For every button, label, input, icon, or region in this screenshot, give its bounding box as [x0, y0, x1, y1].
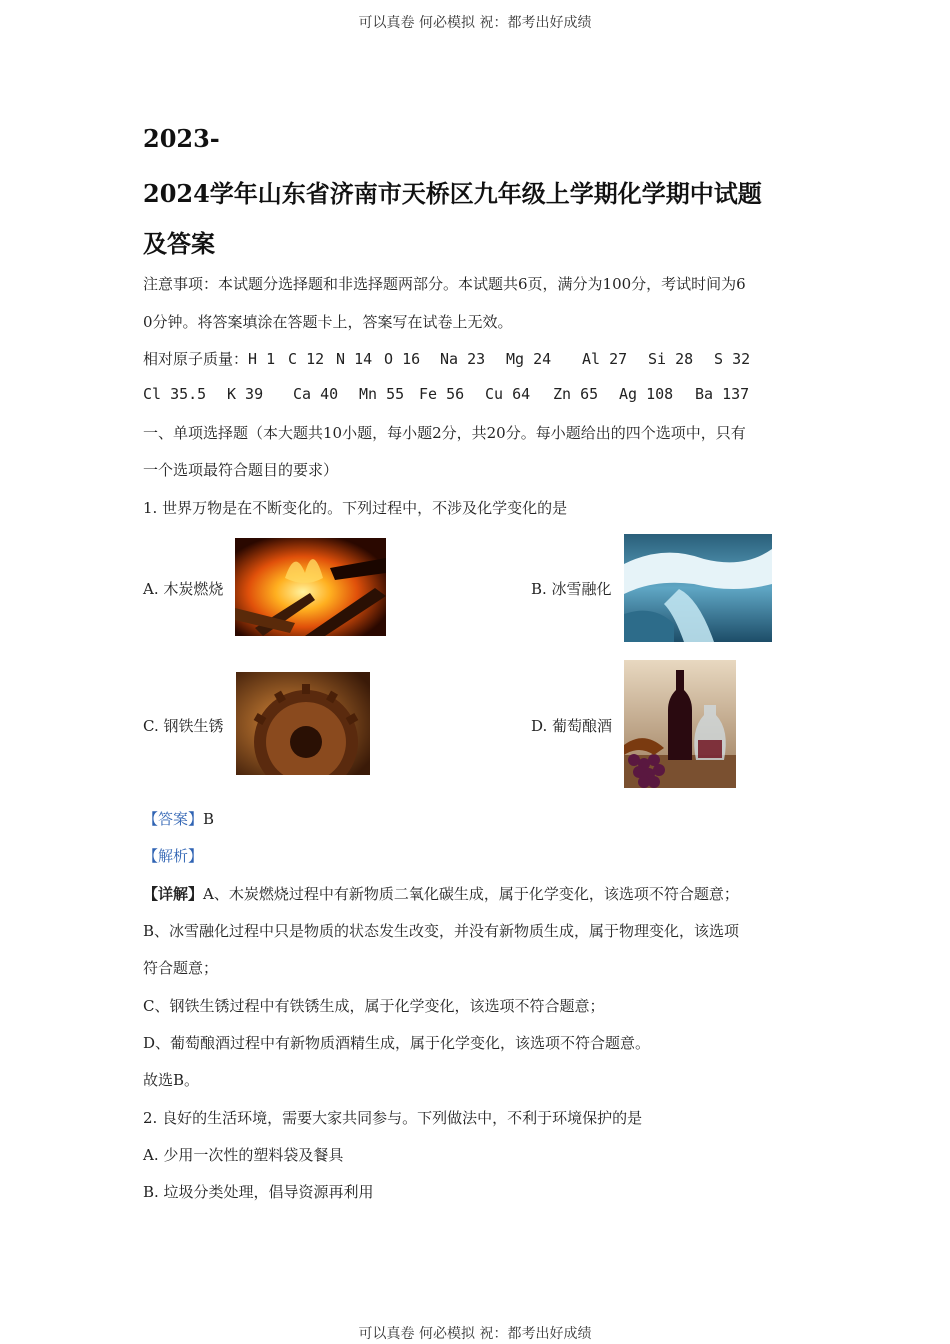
q1-option-c: C. 钢铁生锈 [143, 717, 224, 735]
atomic-mass-row-2: Cl 35.5 K 39 Ca 40 Mn 55 Fe 56 Cu 64 Zn 65 Ag 108 Ba 137 [143, 385, 750, 403]
atomic-mass-label: 相对原子质量： [143, 350, 249, 368]
q1-detail-a: 【详解】A、木炭燃烧过程中有新物质二氧化碳生成，属于化学变化，该选项不符合题意； [143, 885, 739, 903]
page-footer: 可以真卷 何必模拟 祝：都考出好成绩 [358, 1326, 592, 1342]
title-line-1: 2023- [143, 124, 220, 153]
title-line-2: 2024学年山东省济南市天桥区九年级上学期化学期中试题 [143, 179, 762, 208]
notice-line-1: 注意事项：本试题分选择题和非选择题两部分。本试题共6页，满分为100分，考试时间为6 [143, 275, 746, 293]
q1-detail-c: C、钢铁生锈过程中有铁锈生成，属于化学变化，该选项不符合题意； [143, 997, 605, 1015]
q1-conclusion: 故选B。 [143, 1071, 200, 1089]
question-1-stem: 1. 世界万物是在不断变化的。下列过程中，不涉及化学变化的是 [143, 499, 568, 517]
q1-option-d: D. 葡萄酿酒 [531, 717, 613, 735]
q2-option-a: A. 少用一次性的塑料袋及餐具 [143, 1146, 344, 1164]
page-header: 可以真卷 何必模拟 祝：都考出好成绩 [358, 15, 592, 31]
notice-line-2: 0分钟。将答案填涂在答题卡上，答案写在试卷上无效。 [143, 313, 513, 331]
q1-option-a: A. 木炭燃烧 [143, 580, 224, 598]
q1-detail-d: D、葡萄酿酒过程中有新物质酒精生成，属于化学变化，该选项不符合题意。 [143, 1034, 651, 1052]
answer-value: B [203, 810, 215, 828]
title-line-3: 及答案 [143, 229, 215, 258]
q1-detail-b-2: 符合题意； [143, 959, 219, 977]
charcoal-fire-image [235, 538, 386, 636]
answer-tag: 【答案】 [143, 810, 204, 828]
q1-answer [143, 808, 214, 829]
q2-option-b: B. 垃圾分类处理，倡导资源再利用 [143, 1183, 374, 1201]
question-2-stem: 2. 良好的生活环境，需要大家共同参与。下列做法中，不利于环境保护的是 [143, 1109, 643, 1127]
detail-tag: 【详解】 [143, 885, 204, 903]
section-heading-line-2: 一个选项最符合题目的要求） [143, 461, 339, 479]
rusty-gear-image [236, 672, 370, 775]
q1-analysis-tag: 【解析】 [143, 847, 204, 865]
section-heading-line-1: 一、单项选择题（本大题共10小题，每小题2分，共20分。每小题给出的四个选项中，只有 [143, 424, 746, 442]
atomic-mass-row-1: 相对原子质量：H 1 C 12 N 14 O 16 Na 23 Mg 24 Al 27 Si 28 S 32 [143, 350, 751, 368]
melting-ice-image [624, 534, 772, 642]
wine-grapes-image [624, 660, 736, 788]
q1-detail-b-1: B、冰雪融化过程中只是物质的状态发生改变，并没有新物质生成，属于物理变化，该选项 [143, 922, 740, 940]
q1-option-b: B. 冰雪融化 [531, 580, 612, 598]
